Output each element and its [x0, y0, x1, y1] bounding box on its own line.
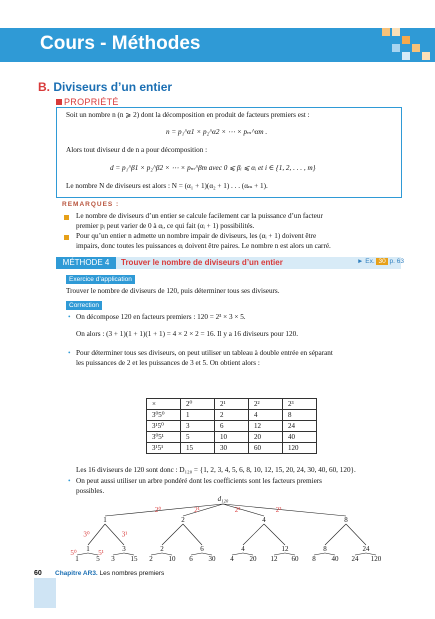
tree-weight: 3¹	[121, 530, 128, 539]
tree-leaf: 5	[96, 555, 100, 563]
correction-line2b: les puissances de 2 et les puissances de 3 et 5. On obtient alors :	[76, 359, 260, 367]
page-number: 60	[34, 570, 42, 577]
divisor-table	[146, 398, 317, 454]
table-cell: 20	[249, 432, 283, 443]
tree-leaf: 1	[75, 555, 79, 563]
chapter-title: Les nombres premiers	[99, 570, 165, 577]
table-cell: 8	[283, 410, 317, 421]
table-cell: 3¹5⁰	[147, 421, 181, 432]
tree-leaf: 12	[270, 555, 278, 563]
table-cell: 3⁰5¹	[147, 432, 181, 443]
tree-weight: 2²	[234, 506, 241, 514]
tree-branch	[183, 524, 202, 545]
table-row	[147, 421, 317, 432]
table-row	[147, 432, 317, 443]
tree-node-level2: 8	[323, 545, 327, 553]
tree-leaf: 3	[111, 555, 115, 563]
tree-weight: 2⁰	[154, 506, 162, 514]
table-cell: 120	[283, 443, 317, 454]
table-cell: 30	[215, 443, 249, 454]
tree-leaf: 4	[230, 555, 234, 563]
tree-leaf: 60	[291, 555, 299, 563]
section-title	[38, 80, 172, 94]
tree-leaf: 15	[130, 555, 138, 563]
tree-branch	[223, 504, 346, 516]
tree-branch	[162, 524, 183, 545]
correction-line1: On décompose 120 en facteurs premiers : 120 = 2³ × 3 × 5.	[76, 313, 246, 321]
propriete-label: PROPRIÉTÉ	[64, 97, 119, 107]
tree-node-level2: 3	[122, 545, 126, 553]
footer-decoration	[34, 578, 56, 608]
propriete-line3: Le nombre N de diviseurs est alors : N = (α₁ + 1)(α₂ + 1) . . . (αₘ + 1).	[66, 182, 268, 190]
methode-title: Trouver le nombre de diviseurs d’un entier	[121, 258, 283, 267]
chapter-label: Chapitre AR3.	[55, 570, 98, 577]
section-title-text: Diviseurs d’un entier	[53, 80, 173, 94]
header-bar	[0, 28, 435, 62]
tree-node-level2: 1	[86, 545, 90, 553]
table-cell: 12	[249, 421, 283, 432]
tree-node-level1: 1	[103, 516, 107, 524]
correction-line4a: On peut aussi utiliser un arbre pondéré dont les coefficients sont les facteurs premiers	[76, 477, 322, 485]
methode-tag: MÉTHODE 4	[56, 257, 116, 269]
table-cell: 2²	[249, 399, 283, 410]
tree-root: d₁₂₀	[217, 495, 229, 503]
table-cell: 3⁰5⁰	[147, 410, 181, 421]
tree-branch	[105, 504, 223, 516]
tree-branch	[325, 524, 346, 545]
correction-line4b: possibles.	[76, 487, 105, 495]
tree-weight: 5⁰	[70, 549, 77, 557]
remarque-1a: Le nombre de diviseurs d’un entier se calcule facilement car la puissance d’un facteur	[76, 212, 323, 220]
tree-leaf: 20	[249, 555, 257, 563]
table-cell: 1	[181, 410, 215, 421]
correction-tag: Correction	[66, 301, 102, 310]
tree-node-level2: 4	[241, 545, 245, 553]
exercise-reference[interactable]	[357, 258, 404, 265]
remarque-2b: impairs, donc toutes les puissances αᵢ doivent être paires. Le nombre n est alors un carré.	[76, 242, 331, 250]
tree-leaf: 8	[312, 555, 316, 563]
tree-branch	[88, 524, 105, 545]
table-cell: 2³	[283, 399, 317, 410]
tree-weight: 2¹	[194, 506, 200, 514]
table-cell: 2¹	[215, 399, 249, 410]
correction-line3: Les 16 diviseurs de 120 sont donc : D₁₂₀ = {1, 2, 3, 4, 5, 6, 8, 10, 12, 15, 20, 24, 30, 40, 60, 120}.	[76, 466, 356, 474]
table-cell: 60	[249, 443, 283, 454]
tree-leaf: 6	[189, 555, 193, 563]
table-cell: 2⁰	[181, 399, 215, 410]
table-row	[147, 410, 317, 421]
exercise-page: p. 63	[389, 258, 404, 265]
tree-leaf: 120	[370, 555, 382, 563]
tree-node-level2: 2	[160, 545, 164, 553]
propriete-marker	[56, 99, 62, 105]
table-cell: 5	[181, 432, 215, 443]
header-title: Cours - Méthodes	[40, 33, 201, 54]
remarque-1b: premier pᵢ peut varier de 0 à αᵢ, ce qui fait (αᵢ + 1) possibilités.	[76, 222, 255, 230]
remarque-2a: Pour qu’un entier n admette un nombre impair de diviseurs, les (αᵢ + 1) doivent être	[76, 232, 317, 240]
propriete-formula1: n = p₁^α1 × p₂^α2 × ⋯ × pₘ^αm .	[166, 128, 268, 136]
tree-leaf: 30	[208, 555, 216, 563]
table-cell: 2	[215, 410, 249, 421]
propriete-formula2: d = p₁^β1 × p₂^β2 × ⋯ × pₘ^βm avec 0 ⩽ βᵢ ⩽ αᵢ et i ∈ {1, 2, . . . , m}	[110, 164, 316, 172]
table-cell: 4	[249, 410, 283, 421]
bullet-icon	[64, 215, 69, 220]
tree-node-level1: 2	[181, 516, 185, 524]
bullet-icon: •	[68, 313, 71, 321]
table-cell: 15	[181, 443, 215, 454]
exercise-number: 30	[378, 258, 386, 265]
tree-node-level1: 4	[262, 516, 266, 524]
bullet-icon: •	[68, 477, 71, 485]
table-cell: 40	[283, 432, 317, 443]
exercice-tag: Exercice d’application	[66, 275, 135, 284]
tree-node-level1: 8	[344, 516, 348, 524]
correction-line1b: On alors : (3 + 1)(1 + 1)(1 + 1) = 4 × 2 × 2 = 16. Il y a 16 diviseurs pour 120.	[76, 330, 299, 338]
correction-line2a: Pour déterminer tous ses diviseurs, on peut utiliser un tableau à double entrée en séparant	[76, 349, 333, 357]
table-cell: 6	[215, 421, 249, 432]
section-letter: B.	[38, 80, 50, 94]
table-cell: 10	[215, 432, 249, 443]
bullet-icon	[64, 235, 69, 240]
bullet-icon: •	[68, 349, 71, 357]
propriete-line2: Alors tout diviseur d de n a pour décomposition :	[66, 146, 208, 154]
tree-leaf: 10	[168, 555, 176, 563]
exercise-prefix: ► Ex.	[357, 258, 375, 265]
tree-leaf: 24	[351, 555, 359, 563]
table-header-row	[147, 399, 317, 410]
exercice-text: Trouver le nombre de diviseurs de 120, puis déterminer tous ses diviseurs.	[66, 287, 280, 295]
table-cell: 3	[181, 421, 215, 432]
tree-weight: 5¹	[98, 549, 104, 557]
tree-leaf: 2	[149, 555, 153, 563]
tree-branch	[264, 524, 285, 545]
footer-chapter	[55, 570, 164, 577]
table-cell: ×	[147, 399, 181, 410]
table-row	[147, 443, 317, 454]
table-cell: 3¹5¹	[147, 443, 181, 454]
propriete-line1: Soit un nombre n (n ⩾ 2) dont la décomposition en produit de facteurs premiers est :	[66, 111, 310, 119]
tree-leaf: 40	[331, 555, 339, 563]
tree-node-level2: 12	[281, 545, 289, 553]
tree-branch	[243, 524, 264, 545]
remarques-label: REMARQUES :	[62, 201, 120, 208]
tree-weight: 3⁰	[83, 530, 90, 539]
tree-branch	[346, 524, 366, 545]
table-cell: 24	[283, 421, 317, 432]
tree-node-level2: 6	[200, 545, 204, 553]
tree-weight: 2³	[275, 506, 282, 514]
divisor-tree	[0, 494, 435, 564]
tree-node-level2: 24	[362, 545, 370, 553]
